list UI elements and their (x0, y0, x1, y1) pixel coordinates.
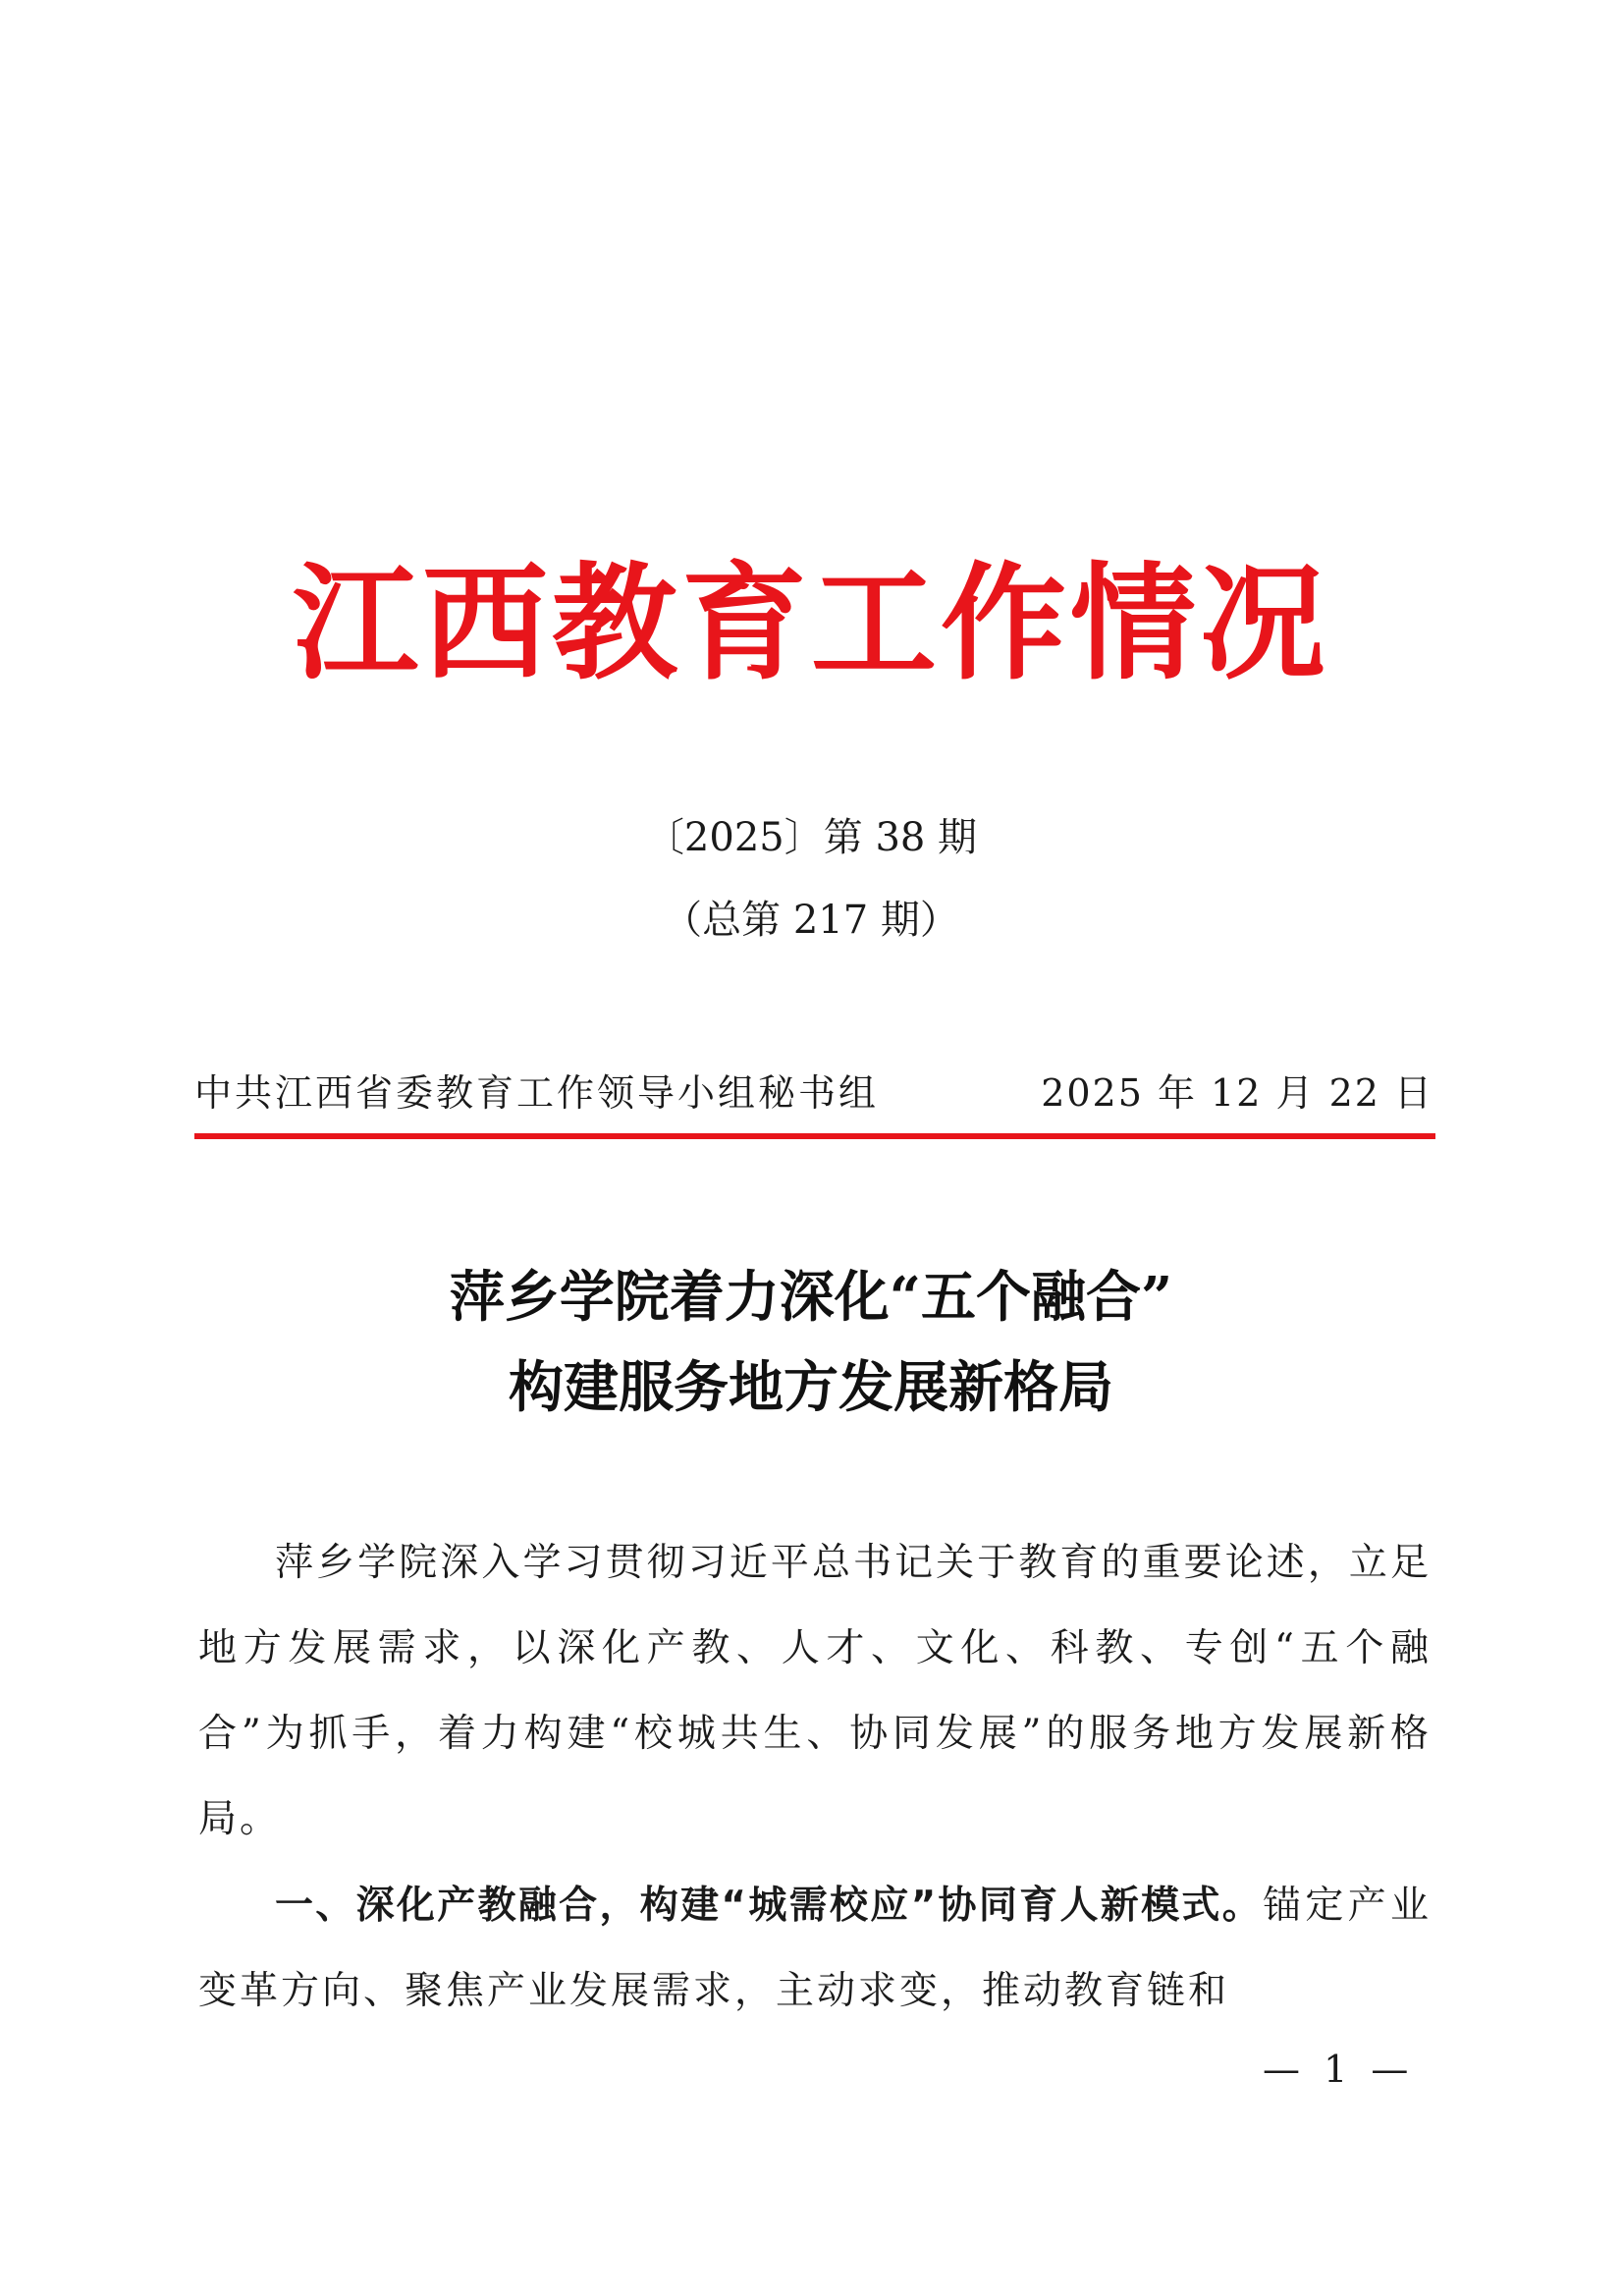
section-1-text: 锚定产业变革方向、聚焦产业发展需求，主动求变，推动教育链和 (198, 1884, 1432, 2013)
section-1-heading: 一、深化产教融合，构建“城需校应”协同育人新模式。 (275, 1884, 1264, 1928)
masthead-title: 江西教育工作情况 (292, 550, 1329, 697)
article-title-line-2: 构建服务地方发展新格局 (509, 1355, 1113, 1420)
issue-total: （总第 217 期） (663, 898, 959, 943)
article-title-line-1: 萍乡学院着力深化“五个融合” (449, 1265, 1173, 1330)
issuer-name: 中共江西省委教育工作领导小组秘书组 (194, 1071, 880, 1115)
issue-date: 2025 年 12 月 22 日 (1041, 1071, 1433, 1115)
issuer-row (194, 1066, 1433, 1121)
page-number: — 1 — (1263, 2048, 1415, 2091)
section-1-paragraph (198, 1863, 1432, 2034)
red-divider (194, 1133, 1435, 1139)
issue-number: 〔2025〕第 38 期 (644, 815, 978, 860)
intro-paragraph: 萍乡学院深入学习贯彻习近平总书记关于教育的重要论述，立足地方发展需求，以深化产教、人才、文化、科教、专创“五个融合”为抓手，着力构建“校城共生、协同发展”的服务地方发展新格局。 (198, 1541, 1432, 1841)
